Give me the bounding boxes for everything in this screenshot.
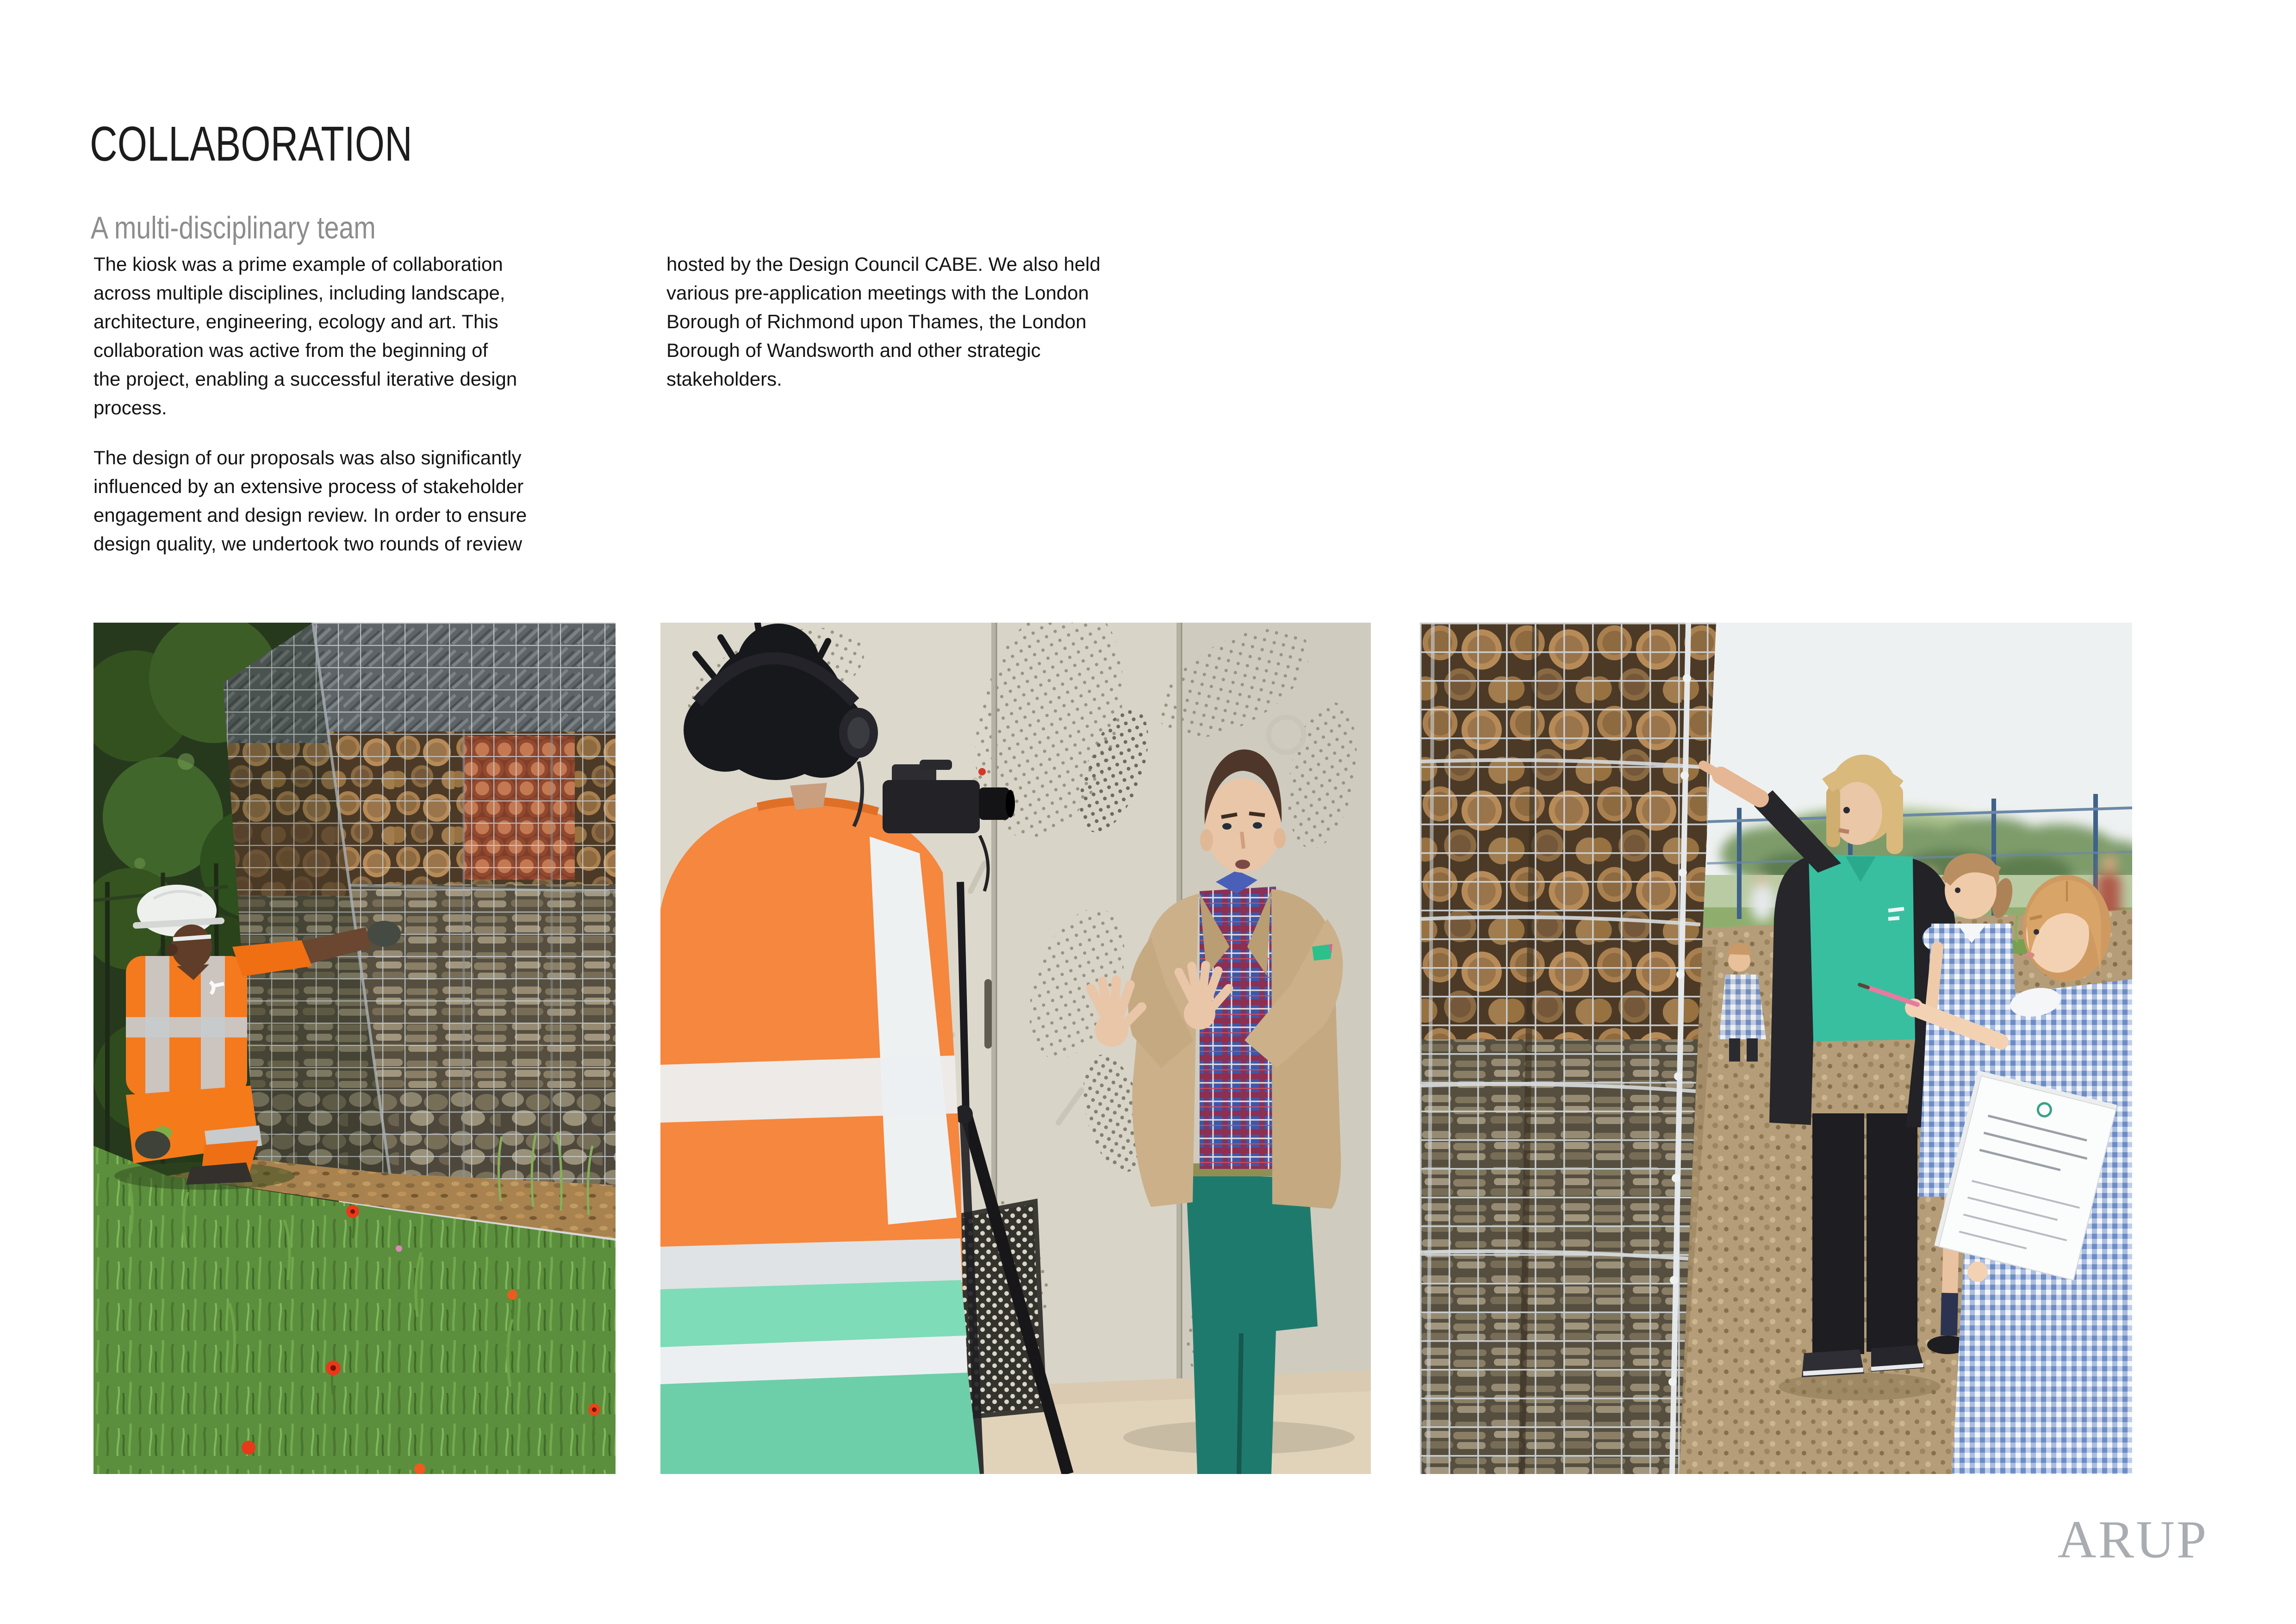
text-line: Borough of Wandsworth and other strategic	[666, 339, 1041, 361]
text-line: design quality, we undertook two rounds of review	[93, 533, 523, 555]
text-line: Borough of Richmond upon Thames, the London	[666, 311, 1087, 332]
text-line: influenced by an extensive process of stakeholder	[93, 475, 524, 497]
photo-3-illustration	[1420, 623, 2132, 1474]
paragraph-1	[93, 250, 517, 422]
text-line: various pre-application meetings with the London	[666, 282, 1089, 304]
paragraph-3	[666, 250, 1101, 394]
text-line: engagement and design review. In order to ensure	[93, 504, 527, 526]
photo-school-visit	[1420, 623, 2132, 1474]
text-line: stakeholders.	[666, 368, 782, 390]
photo-worker-gabion-wall	[93, 623, 616, 1474]
paragraph-2	[93, 443, 527, 558]
photo-1-illustration	[93, 623, 616, 1474]
text-line: collaboration was active from the beginning of	[93, 339, 488, 361]
photo-2-illustration	[660, 623, 1371, 1474]
text-line: architecture, engineering, ecology and art. This	[93, 311, 498, 332]
text-line: process.	[93, 397, 167, 418]
text-line: hosted by the Design Council CABE. We also held	[666, 253, 1101, 275]
text-line: across multiple disciplines, including landscape,	[93, 282, 505, 304]
page-title: COLLABORATION	[90, 117, 412, 172]
arup-logo: ARUP	[2058, 1510, 2209, 1569]
text-line: the project, enabling a successful iterative design	[93, 368, 517, 390]
photo-filming-interview	[660, 623, 1371, 1474]
text-line: The design of our proposals was also significantly	[93, 447, 522, 468]
page-subtitle: A multi-disciplinary team	[91, 210, 376, 246]
text-line: The kiosk was a prime example of collaboration	[93, 253, 503, 275]
